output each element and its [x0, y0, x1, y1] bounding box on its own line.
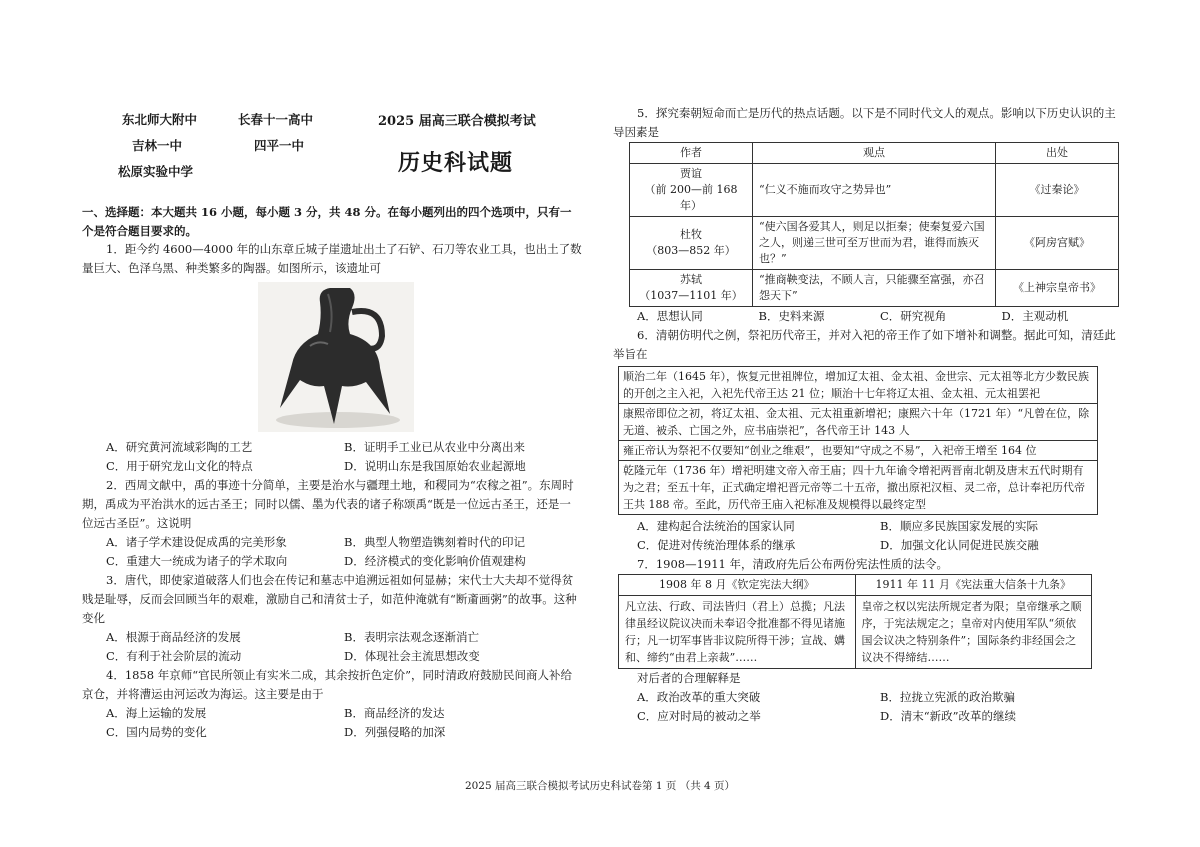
author-years: （1037—1101 年） [639, 289, 743, 302]
author-years: （前 200—前 168 年） [644, 183, 738, 212]
option-c[interactable]: C．国内局势的变化 [106, 725, 207, 739]
question-2-stem: 2．西周文献中，禹的事迹十分简单，主要是治水与疆理土地，和稷同为“农稼之祖”。东周时期，禹成为平治洪水的远古圣王；同时以儒、墨为代表的诸子称颂禹“既是一位远古圣王，还是一位远古圣臣”。这说明 [82, 478, 574, 530]
table-row [630, 270, 1119, 307]
question-3-stem: 3．唐代，即使家道破落人们也会在传记和墓志中追溯远祖如何显赫；宋代士大夫却不觉得贫贱是耻辱，反而会回顾当年的艰难，激励自己和清贫士子，如范仲淹就有“断齑画粥”的故事。这种变化 [82, 573, 577, 625]
view: “推商鞅变法，不顾人言，只能骤至富强，亦召怨天下” [753, 270, 996, 307]
source: 《上神宗皇帝书》 [996, 270, 1119, 307]
option-a[interactable]: A．海上运输的发展 [106, 706, 207, 720]
table-cell: 凡立法、行政、司法皆归（君上）总揽；凡法律虽经议院议决而未奉诏令批准都不得见诸施行；凡一切军事皆非议院所得干涉；宣战、媾和、缔约“由君上亲裁”…… [619, 596, 856, 669]
page-footer: 2025 届高三联合模拟考试历史科试卷第 1 页 （共 4 页） [464, 780, 736, 792]
table-header: 作者 [630, 143, 753, 164]
question-5-stem: 5．探究秦朝短命而亡是历代的热点话题。以下是不同时代文人的观点。影响以下历史认识的主导因素是 [613, 106, 1116, 139]
subject-title: 历史科试题 [398, 150, 514, 176]
school-name: 东北师大附中 [122, 112, 198, 127]
table-header: 1908 年 8 月《钦定宪法大纲》 [619, 575, 856, 596]
section-heading: 一、选择题：本大题共 16 小题，每小题 3 分，共 48 分。在每小题列出的四个选项中，只有一个是符合题目要求的。 [82, 205, 572, 238]
option-b[interactable]: B．顺应多民族国家发展的实际 [880, 519, 1038, 533]
author: 苏轼 [680, 273, 702, 286]
view: “使六国各爱其人，则足以拒秦；使秦复爱六国之人，则递三世可至万世而为君，谁得而族灭也？” [753, 217, 996, 270]
view: “仁义不施而攻守之势异也” [753, 164, 996, 217]
option-c[interactable]: C．应对时局的被动之举 [637, 709, 761, 723]
source: 《过秦论》 [996, 164, 1119, 217]
option-a[interactable]: A．诸子学术建设促成禹的完美形象 [106, 535, 287, 549]
school-name: 四平一中 [254, 138, 305, 153]
exam-title: 2025 届高三联合模拟考试 [378, 114, 536, 129]
question-2-options [82, 533, 582, 571]
option-d[interactable]: D．列强侵略的加深 [344, 725, 446, 739]
left-column [82, 240, 582, 742]
option-b[interactable]: B．证明手工业已从农业中分离出来 [344, 440, 525, 454]
question-5-table [629, 142, 1119, 307]
school-name: 松原实验中学 [118, 164, 194, 179]
table-row [630, 217, 1119, 270]
option-c[interactable]: C．用于研究龙山文化的特点 [106, 459, 253, 473]
right-column [613, 104, 1123, 726]
option-c[interactable]: C．促进对传统治理体系的继承 [637, 538, 796, 552]
option-a[interactable]: A．思想认同 [637, 309, 703, 323]
question-6-options [613, 517, 1123, 555]
author: 贾谊 [680, 167, 702, 180]
table-row [619, 596, 1092, 669]
question-7-options [613, 688, 1123, 726]
question-1-stem: 1．距今约 4600—4000 年的山东章丘城子崖遗址出土了石铲、石刀等农业工具，也出土了数量巨大、色泽乌黑、种类繁多的陶器。如图所示，该遗址可 [82, 242, 582, 275]
option-a[interactable]: A．根源于商品经济的发展 [106, 630, 241, 644]
table-row [630, 164, 1119, 217]
option-c[interactable]: C．有利于社会阶层的流动 [106, 649, 242, 663]
question-7-stem: 7．1908—1911 年，清政府先后公布两份宪法性质的法令。 [637, 557, 949, 571]
option-b[interactable]: B．拉拢立宪派的政治欺骗 [880, 690, 1015, 704]
question-4-stem: 4．1858 年京师“官民所领止有实米二成，其余按折色定价”，同时清政府鼓励民间商人补给京仓，并将漕运由河运改为海运。这主要是由于 [82, 668, 572, 701]
author: 杜牧 [680, 228, 702, 241]
option-b[interactable]: B．表明宗法观念逐渐消亡 [344, 630, 479, 644]
author-years: （803—852 年） [646, 244, 736, 257]
table-header: 观点 [753, 143, 996, 164]
option-d[interactable]: D．体现社会主流思想改变 [344, 649, 480, 663]
school-name: 吉林一中 [132, 138, 183, 153]
option-a[interactable]: A．研究黄河流域彩陶的工艺 [106, 440, 253, 454]
black-pottery-image [258, 282, 414, 432]
question-7-table [618, 574, 1092, 669]
question-6-material-box [618, 366, 1098, 515]
school-name: 长春十一高中 [238, 112, 314, 127]
material-paragraph: 乾隆元年（1736 年）增祀明建文帝入帝王庙；四十九年谕令增祀两晋南北朝及唐末五代时期有为之君；至五十年，正式确定增祀晋元帝等二十五帝，撤出原祀汉桓、灵二帝，总计奉祀历代帝王共 188 帝。至此，历代帝王庙入祀标准及规模得以最终定型 [623, 464, 1085, 511]
option-b[interactable]: B．史料来源 [758, 309, 825, 323]
question-5-options [613, 307, 1123, 326]
table-cell: 皇帝之权以宪法所规定者为限；皇帝继承之顺序，于宪法规定之；皇帝对内使用军队“须依国会议决之特别条件”；国际条约非经国会之议决不得缔结…… [855, 596, 1092, 669]
material-paragraph: 顺治二年（1645 年），恢复元世祖牌位，增加辽太祖、金太祖、金世宗、元太祖等北方少数民族的开创之主入祀，入祀先代帝王达 21 位；顺治十七年将辽太祖、金太祖、元太祖罢祀 [619, 367, 1097, 404]
material-paragraph: 康熙帝即位之初，将辽太祖、金太祖、元太祖重新增祀；康熙六十年（1721 年）“凡曾在位，除无道、被杀、亡国之外，应书庙崇祀”，各代帝王计 143 人 [619, 404, 1097, 441]
option-b[interactable]: B．商品经济的发达 [344, 706, 445, 720]
option-c[interactable]: C．重建大一统成为诸子的学术取向 [106, 554, 288, 568]
option-d[interactable]: D．经济模式的变化影响价值观建构 [344, 554, 526, 568]
table-header: 1911 年 11 月《宪法重大信条十九条》 [855, 575, 1092, 596]
option-d[interactable]: D．加强文化认同促进民族交融 [880, 538, 1039, 552]
source: 《阿房宫赋》 [996, 217, 1119, 270]
table-header: 出处 [996, 143, 1119, 164]
question-6-stem: 6．清朝仿明代之例，祭祀历代帝王，并对入祀的帝王作了如下增补和调整。据此可知，清廷此举旨在 [613, 328, 1116, 361]
question-7-followup: 对后者的合理解释是 [637, 671, 741, 685]
option-b[interactable]: B．典型人物塑造镌刻着时代的印记 [344, 535, 525, 549]
question-4-options [82, 704, 582, 742]
question-3-options [82, 628, 582, 666]
question-1-options [82, 438, 582, 476]
option-d[interactable]: D．主观动机 [1001, 309, 1069, 323]
option-a[interactable]: A．建构起合法统治的国家认同 [637, 519, 795, 533]
option-a[interactable]: A．政治改革的重大突破 [637, 690, 761, 704]
option-c[interactable]: C．研究视角 [880, 309, 947, 323]
option-d[interactable]: D．清末“新政”改革的继续 [880, 709, 1016, 723]
option-d[interactable]: D．说明山东是我国原始农业起源地 [344, 459, 526, 473]
material-paragraph: 雍正帝认为祭祀不仅要知“创业之维艰”，也要知“守成之不易”，入祀帝王增至 164 位 [619, 441, 1097, 461]
